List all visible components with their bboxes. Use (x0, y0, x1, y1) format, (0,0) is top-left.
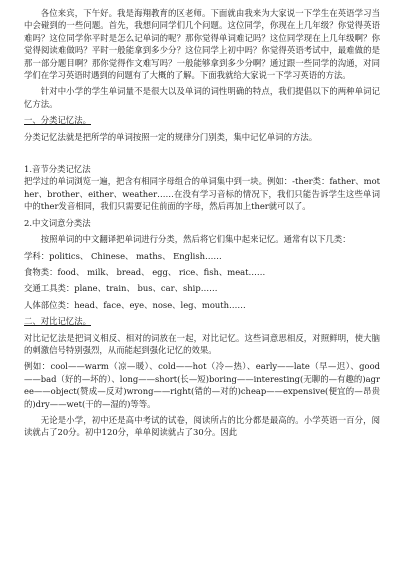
category-subjects: 学科：politics、 Chinese、 maths、 English…… (24, 250, 222, 261)
section-title: 一、分类记忆法。 (24, 115, 91, 126)
syllable-method-body: 把学过的单词浏览一遍，把含有相同字母组合的单词集中到一块。例如：-ther类：father、mother、brother、either、weather……在没有学习音标的情况下，我们只能告诉学生这些单词中的ther发音相同，我们只需要记住前面的字母，然后再加上ther就可以了。 (24, 176, 380, 212)
contrast-examples: 例如：cool——warm（凉—暖）、cold——hot（冷—热）、early——late（早—迟）、good——bad（好的—坏的）、long——short(长—短)boring——interesting(无聊的—有趣的)agree——object(赞成—反对)wrong——right(错的—对的)cheap——expensive(便宜的—昂贵的)dry——wet(干的—湿的)等等。 (24, 361, 380, 409)
category-food: 食物类：food、 milk、 bread、 egg、 rice、fish、meat…… (24, 266, 266, 277)
document-page (24, 7, 380, 439)
chinese-meaning-body: 按照单词的中文翻译把单词进行分类，然后将它们集中起来记忆。通常有以下几类： (40, 234, 351, 245)
method-intro-paragraph: 针对中小学的学生单词量不是很大以及单词的词性明确的特点，我们提倡以下的两种单词记忆方法。 (24, 86, 380, 109)
category-transport: 交通工具类：plane、train、 bus、car、ship…… (24, 283, 218, 294)
subsection-title-syllable: 1.音节分类记忆法 (24, 164, 91, 175)
closing-paragraph: 无论是小学，初中还是高中考试的试卷，阅读所占的比分都是最高的。小学英语一百分，阅读就占了20分。初中120分，单单阅读就占了30分。因此 (24, 414, 380, 438)
intro-paragraph: 各位来宾，下午好。我是海翔教育的区老师。下面就由我来为大家说一下学生在英语学习当中会碰到的一些问题。首先，我想问同学们几个问题。这位同学，你现在上几年级？你觉得英语难吗？这位同学你平时是怎么记单词的呢？那你觉得单词难记吗？这位同学现在上几年级啊？你觉得阅读难做吗？平时一般能拿到多少分？这位同学上初中吗？你觉得英语考试中，最难做的是那一部分题目啊？那你觉得作文难写吗？一般能够拿到多少分啊？通过跟一些同学的沟通，对同学们在学习英语时遇到的问题有了大概的了解。下面我就给大家说一下学习英语的方法。 (24, 8, 380, 81)
classification-summary: 分类记忆法就是把所学的单词按照一定的规律分门别类，集中记忆单词的方法。 (24, 131, 318, 142)
contrast-method-body: 对比记忆法是把词义相反、相对的词放在一起，对比记忆。这些词意思相反，对照鲜明，使大脑的刺激信号特别强烈，从而能起到强化记忆的效果。 (24, 332, 380, 355)
section-title: 二、对比记忆法。 (24, 316, 91, 327)
section-heading-contrast (24, 315, 380, 327)
section-heading-classification (24, 114, 380, 126)
category-body-parts: 人体部位类：head、face、eye、nose、leg、mouth…… (24, 299, 246, 310)
subsection-title-chinese-meaning: 2.中文词意分类法 (24, 217, 91, 228)
